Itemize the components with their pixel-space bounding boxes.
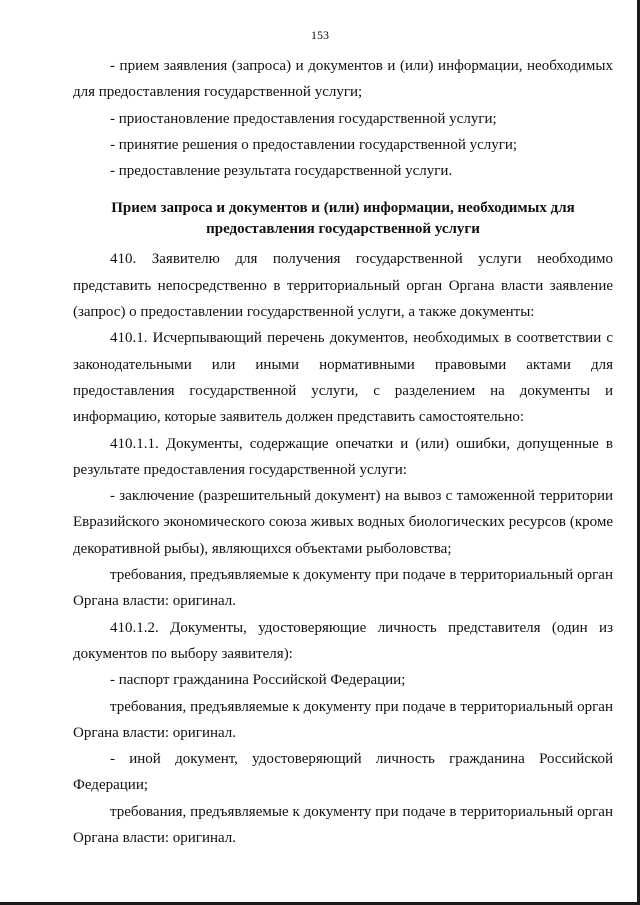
document-body [73,53,613,851]
requirements-original-1: требования, предъявляемые к документу при подаче в территориальный орган Органа власти: оригинал. [73,567,613,610]
page-number: 153 [311,28,329,42]
paragraph-410-1-1: 410.1.1. Документы, содержащие опечатки и (или) ошибки, допущенные в результате предоставления государственной услуги: [73,435,613,478]
section-heading: Прием запроса и документов и (или) информации, необходимых для предоставления государственной услуги [111,200,575,238]
list-item-result: - предоставление результата государственной услуги. [110,163,453,180]
paragraph-410-1: 410.1. Исчерпывающий перечень документов, необходимых в соответствии с законодательными или иными нормативными правовыми актами для предоставления государственной услуги, с разделением на документы и информацию, которые заявитель должен представить самостоятельно: [73,330,613,426]
list-item-passport: - паспорт гражданина Российской Федерации; [110,672,406,689]
list-item-export-conclusion: - заключение (разрешительный документ) на вывоз с таможенной территории Евразийского экономического союза живых водных биологических ресурсов (кроме декоративной рыбы), являющихся объектами рыболовства; [73,488,613,557]
paragraph-410: 410. Заявителю для получения государственной услуги необходимо представить непосредственно в территориальный орган Органа власти заявление (запрос) о предоставлении государственной услуги, а также документы: [73,251,613,321]
list-item-other-identity-document: - иной документ, удостоверяющий личность гражданина Российской Федерации; [73,751,613,794]
requirements-original-3: требования, предъявляемые к документу при подаче в территориальный орган Органа власти: оригинал. [73,803,613,847]
list-item-decision: - принятие решения о предоставлении государственной услуги; [110,136,518,153]
requirements-original-2: требования, предъявляемые к документу при подаче в территориальный орган Органа власти: оригинал. [73,698,613,741]
list-item-receive-application: - прием заявления (запроса) и документов и (или) информации, необходимых для предоставления государственной услуги; [73,58,613,101]
paragraph-410-1-2: 410.1.2. Документы, удостоверяющие личность представителя (один из документов по выбору заявителя): [73,619,613,662]
list-item-suspension: - приостановление предоставления государственной услуги; [110,110,497,127]
